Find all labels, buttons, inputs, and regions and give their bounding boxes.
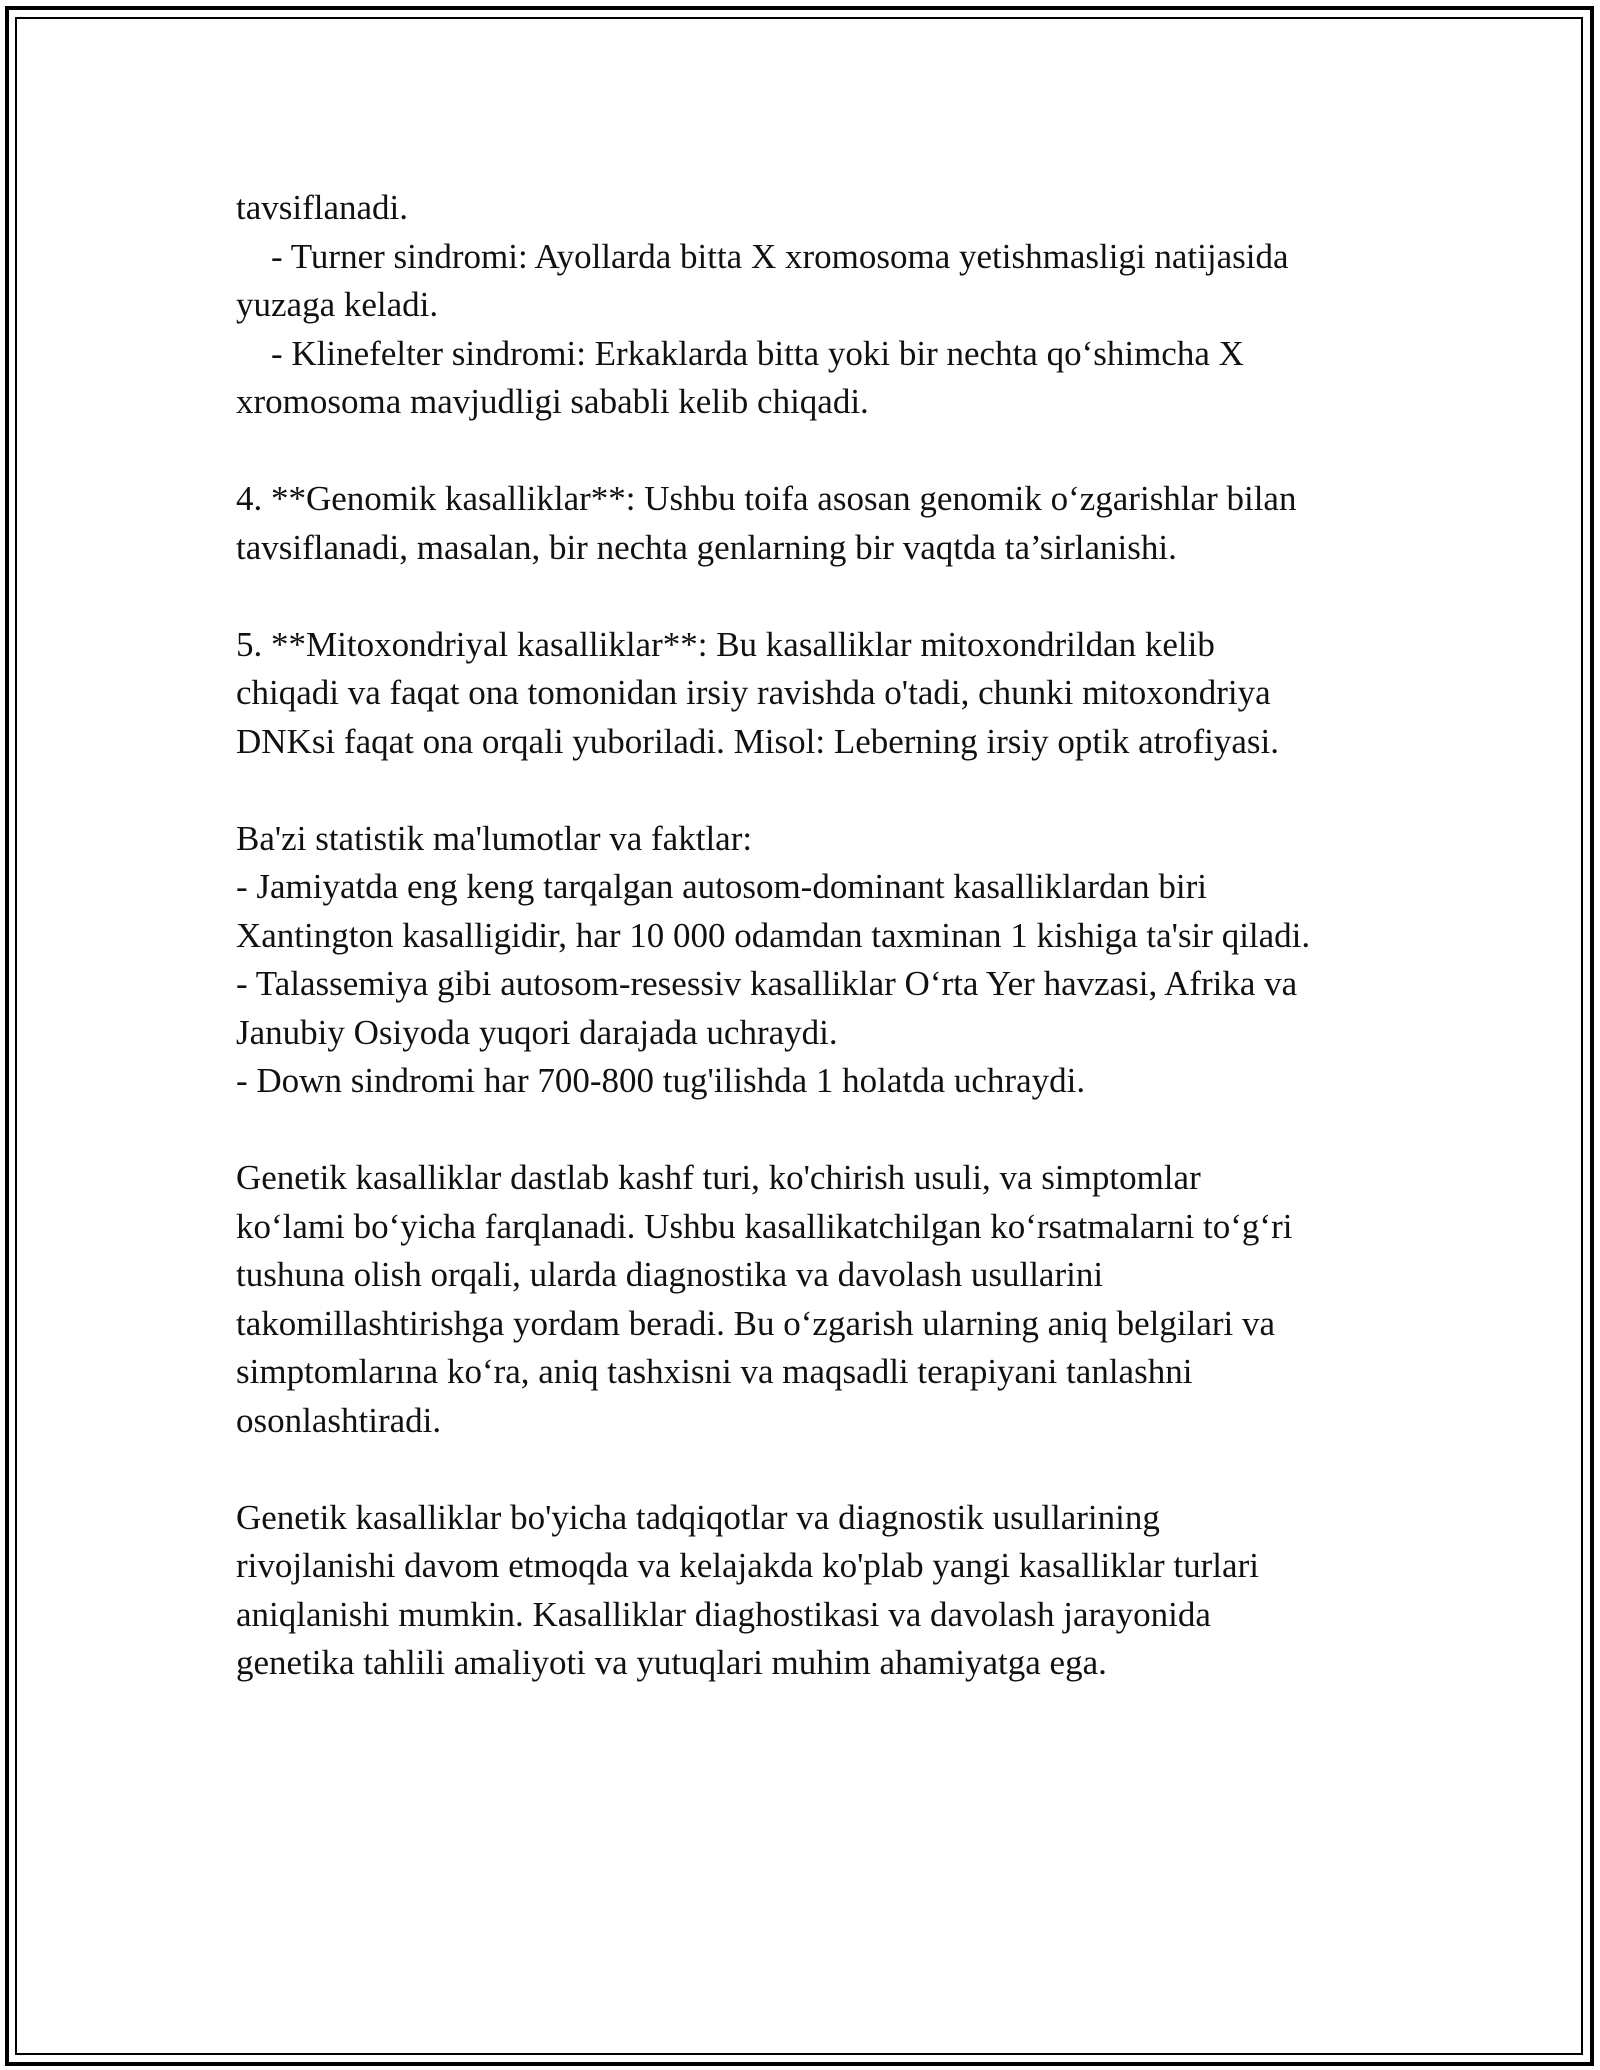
- research-paragraph: [236, 1494, 1386, 1688]
- text-line: tavsiflanadi.: [236, 188, 409, 227]
- text-line: simptomlarına ko‘ra, aniq tashxisni va maqsadli terapiyani tanlashni: [236, 1352, 1193, 1391]
- text-line: Genetik kasalliklar dastlab kashf turi, ko'chirish usuli, va simptomlar: [236, 1158, 1201, 1197]
- paragraph-gap: [236, 766, 1386, 815]
- statistics-heading: Ba'zi statistik ma'lumotlar va faktlar:: [236, 818, 753, 858]
- statistics-item: - Down sindromi har 700-800 tug'ilishda 1 holatda uchraydi.: [236, 1061, 1086, 1100]
- statistics-item: - Talassemiya gibi autosom-resessiv kasalliklar O‘rta Yer havzasi, Afrika va: [236, 964, 1298, 1003]
- paragraph-gap: [236, 427, 1386, 476]
- text-line: Genetik kasalliklar bo'yicha tadqiqotlar va diagnostik usullarining: [236, 1497, 1160, 1537]
- genomic-diseases-item: [236, 475, 1386, 572]
- classification-paragraph: [236, 1154, 1386, 1445]
- text-line: genetika tahlili amaliyoti va yutuqlari muhim ahamiyatga ega.: [236, 1643, 1107, 1682]
- list-item-turner: - Turner sindromi: Ayollarda bitta X xromosoma yetishmasligi natijasida: [271, 236, 1289, 276]
- text-line: chiqadi va faqat ona tomonidan irsiy ravishda o'tadi, chunki mitoxondriya: [236, 673, 1271, 712]
- syndrome-list-continuation: [236, 184, 1386, 427]
- list-item-klinefelter: - Klinefelter sindromi: Erkaklarda bitta yoki bir nechta qo‘shimcha X: [271, 333, 1244, 373]
- text-line: tavsiflanadi, masalan, bir nechta genlarning bir vaqtda ta’sirlanishi.: [236, 527, 1177, 567]
- paragraph-gap: [236, 1106, 1386, 1155]
- statistics-section: [236, 815, 1386, 1106]
- text-line: takomillashtirishga yordam beradi. Bu o‘zgarish ularning aniq belgilari va: [236, 1303, 1276, 1343]
- text-line: Xantington kasalligidir, har 10 000 odamdan taxminan 1 kishiga ta'sir qiladi.: [236, 915, 1311, 955]
- text-line: osonlashtiradi.: [236, 1400, 442, 1440]
- statistics-item: - Jamiyatda eng keng tarqalgan autosom-dominant kasalliklardan biri: [236, 867, 1207, 906]
- document-body: [236, 184, 1386, 1688]
- paragraph-gap: [236, 572, 1386, 621]
- text-line: 5. **Mitoxondriyal kasalliklar**: Bu kasalliklar mitoxondrildan kelib: [236, 624, 1215, 664]
- mitochondrial-diseases-item: [236, 621, 1386, 767]
- text-line: 4. **Genomik kasalliklar**: Ushbu toifa asosan genomik o‘zgarishlar bilan: [236, 479, 1297, 518]
- text-line: Janubiy Osiyoda yuqori darajada uchraydi.: [236, 1012, 838, 1052]
- text-line: rivojlanishi davom etmoqda va kelajakda ko'plab yangi kasalliklar turlari: [236, 1546, 1259, 1585]
- text-line: xromosoma mavjudligi sababli kelib chiqadi.: [236, 382, 869, 421]
- text-line: DNKsi faqat ona orqali yuboriladi. Misol: Leberning irsiy optik atrofiyasi.: [236, 721, 1279, 761]
- text-line: aniqlanishi mumkin. Kasalliklar diaghostikasi va davolash jarayonida: [236, 1594, 1211, 1634]
- text-line: tushuna olish orqali, ularda diagnostika va davolash usullarini: [236, 1255, 1104, 1294]
- text-line: ko‘lami bo‘yicha farqlanadi. Ushbu kasallikatchilgan ko‘rsatmalarni to‘g‘ri: [236, 1206, 1293, 1246]
- text-line: yuzaga keladi.: [236, 285, 439, 324]
- paragraph-gap: [236, 1445, 1386, 1494]
